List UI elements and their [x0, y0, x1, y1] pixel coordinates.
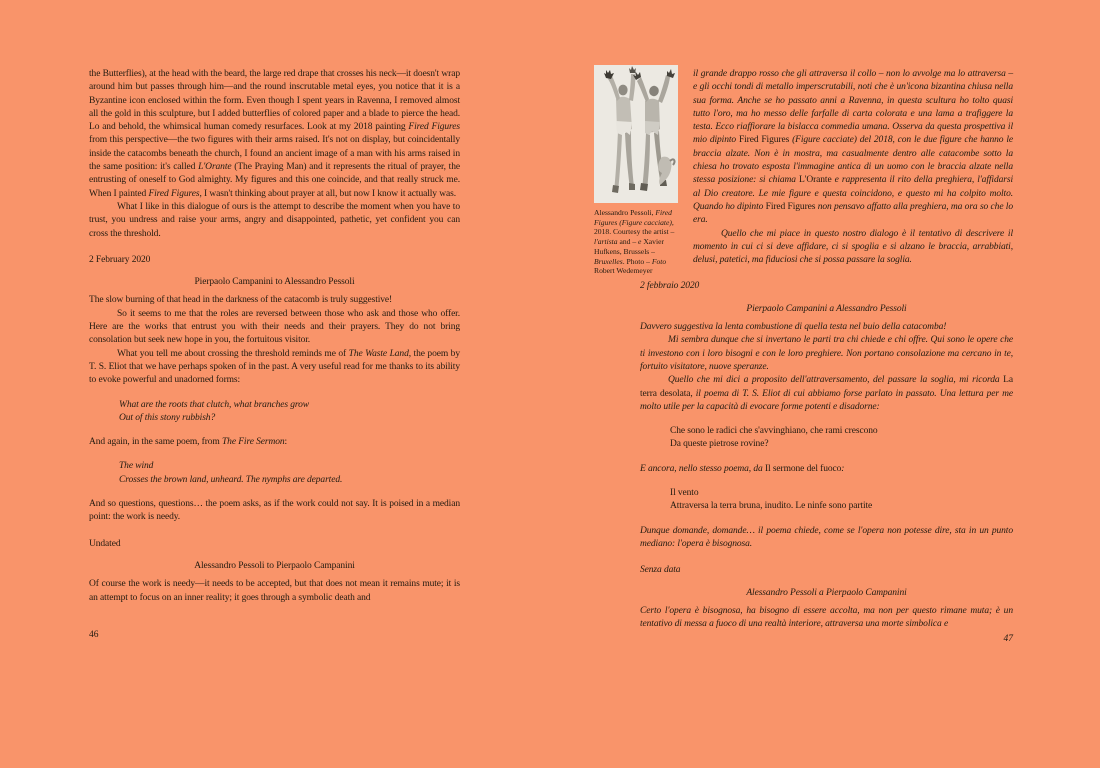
page-number-right: 47 [1003, 634, 1013, 644]
paragraph: And again, in the same poem, from The Fire Sermon: [89, 437, 288, 448]
two-figures-raised-arms-drawing [594, 65, 678, 203]
poem-quote [670, 487, 1013, 514]
page-number-left: 46 [89, 630, 99, 640]
artwork-image [594, 65, 678, 203]
paragraph: Mi sembra dunque che si invertano le parti tra chi chiede e chi offre. Qui sono le opere che ti investono con i loro bisogni e con le loro preghiere. Non portano consolazione ma cercano in te, fortuito visitatore, nuove speranze. [640, 335, 1013, 372]
paragraph: The slow burning of that head in the darkness of the catacomb is truly suggestive! [89, 295, 393, 306]
paragraph: Davvero suggestiva la lenta combustione di quella testa nel buio della catacomba! [640, 322, 947, 333]
poem-line: Out of this stony rubbish? [119, 412, 216, 423]
paragraph: the Butterflies), at the head with the beard, the large red drape that crosses his neck—it doesn't wrap around him but passes through him—and the round inscrutable metal eyes, you notice that it is a Byzantine icon enclosed within the form. Even though I spent years in Ravenna, I removed almost all the gold in this sculpture, but I added butterflies of colored paper and a blade to pierce the head. Lo and behold, the whimsical human comedy resurfaces. Look at my 2018 painting Fired Figures from this perspective—the two figures with their arms raised. It's not on display, but coincidentally inside the catacombs beneath the church, I found an ancient image of a man with his arms raised in the same position: it's called L'Orante (The Praying Man) and it represents the ritual of prayer, the entrusting of oneself to God almighty. My figures and this one coincide, and that really struck me. When I painted Fired Figures, I wasn't thinking about prayer at all, but now I know it actually was. [89, 69, 460, 199]
page-right [594, 68, 1013, 631]
text-beside-figure [693, 68, 1013, 267]
letter-date: Undated [89, 538, 121, 549]
paragraph: Certo l'opera è bisognosa, ha bisogno di essere accolta, ma non per questo rimane muta; è un tentativo di messa a fuoco di una realtà interiore, attraversa una morte simbolica e [640, 605, 1013, 630]
paragraph: Quello che mi dici a proposito dell'attraversamento, del passare la soglia, mi ricorda La terra desolata, il poema di T. S. Eliot di cui abbiamo forse parlato in passato. Una lettura per me molto utile per la capacità di evocare forme potenti e disadorne: [640, 375, 1013, 412]
paragraph: Quello che mi piace in questo nostro dialogo è il tentativo di descrivere il momento in cui ci si deve affidare, ci si spoglia e si alzano le braccia, arrabbiati, delusi, patetici, ma fiduciosi che si possa passare la soglia. [693, 228, 1013, 266]
letter-heading: Pierpaolo Campanini a Alessandro Pessoli [746, 303, 907, 314]
letter-heading: Alessandro Pessoli to Pierpaolo Campanini [194, 560, 355, 571]
paragraph: What you tell me about crossing the threshold reminds me of The Waste Land, the poem by T. S. Eliot that we have perhaps spoken of in the past. A very useful read for me thanks to its ability to evoke powerful and unadorned forms: [89, 348, 460, 386]
artwork-caption: Alessandro Pessoli, Fired Figures (Figure cacciate), 2018. Courtesy the artist – l'artista and – e Xavier Hufkens, Brussels – Bruxelles. Photo – Foto Robert Wedemeyer [594, 208, 675, 276]
artwork-figure [594, 65, 687, 276]
poem-quote [119, 460, 460, 487]
paragraph: Dunque domande, domande… il poema chiede, come se l'opera non potesse dire, sta in un punto mediano: l'opera è bisognosa. [640, 525, 1013, 549]
poem-line: The wind [119, 461, 154, 472]
poem-quote [119, 399, 460, 426]
letter-heading: Pierpaolo Campanini to Alessandro Pessoli [194, 277, 355, 288]
paragraph: So it seems to me that the roles are reversed between those who ask and those who offer. Here are the works that entrust you with their needs and their prayers. They do not bring consolation but seek new hope in you, the fortuitous visitor. [89, 308, 460, 346]
paragraph: il grande drappo rosso che gli attraversa il collo – non lo avvolge ma lo attraversa – e gli occhi tondi di metallo imperscrutabili, noti che è un'icona bizantina chiusa nella sua forma. Anche se ho passato anni a Ravenna, in questa scultura ho tolto quasi tutto l'oro, ma ho messo delle farfalle di carta colorata e una lama a trafiggere la testa. Ecco riaffiorare la bislacca commedia umana. Osserva da questa prospettiva il mio dipinto Fired Figures (Figure cacciate) del 2018, con le due figure che hanno le braccia alzate. Non è in mostra, ma casualmente dentro alle catacombe sotto la chiesa ho trovato esposta l'immagine antica di un uomo con le braccia alzate nella stessa posizione: si chiama L'Orante e rappresenta il rito della preghiera, l'affidarsi al Dio creatore. Le mie figure e questa coincidono, e questo mi ha colpito molto. Quando ho dipinto Fired Figures non pensavo affatto alla preghiera, ma ora so che lo era. [693, 69, 1013, 226]
paragraph: What I like in this dialogue of ours is the attempt to describe the moment when you have to trust, you undress and raise your arms, angry and disappointed, pathetic, yet confident you can cross the threshold. [89, 201, 460, 239]
letter-date: 2 February 2020 [89, 254, 151, 265]
paragraph: E ancora, nello stesso poema, da Il sermone del fuoco: [640, 463, 845, 474]
page-left [89, 68, 460, 605]
poem-line: Da queste pietrose rovine? [670, 439, 769, 450]
letter-heading: Alessandro Pessoli a Pierpaolo Campanini [746, 587, 907, 598]
paragraph: Of course the work is needy—it needs to be accepted, but that does not mean it remains mute; it is an attempt to focus on an inner reality; it goes through a symbolic death and [89, 579, 460, 603]
letter-date: 2 febbraio 2020 [640, 281, 700, 292]
poem-line: Che sono le radici che s'avvinghiano, che rami crescono [670, 426, 878, 437]
poem-line: Crosses the brown land, unheard. The nymphs are departed. [119, 474, 343, 485]
letter-date: Senza data [640, 565, 681, 576]
poem-line: What are the roots that clutch, what branches grow [119, 399, 310, 410]
poem-line: Il vento [670, 488, 699, 499]
poem-line: Attraversa la terra bruna, inudito. Le ninfe sono partite [670, 501, 873, 512]
paragraph: And so questions, questions… the poem asks, as if the work could not say. It is poised in a median point: the work is needy. [89, 499, 460, 523]
poem-quote [670, 425, 1013, 452]
